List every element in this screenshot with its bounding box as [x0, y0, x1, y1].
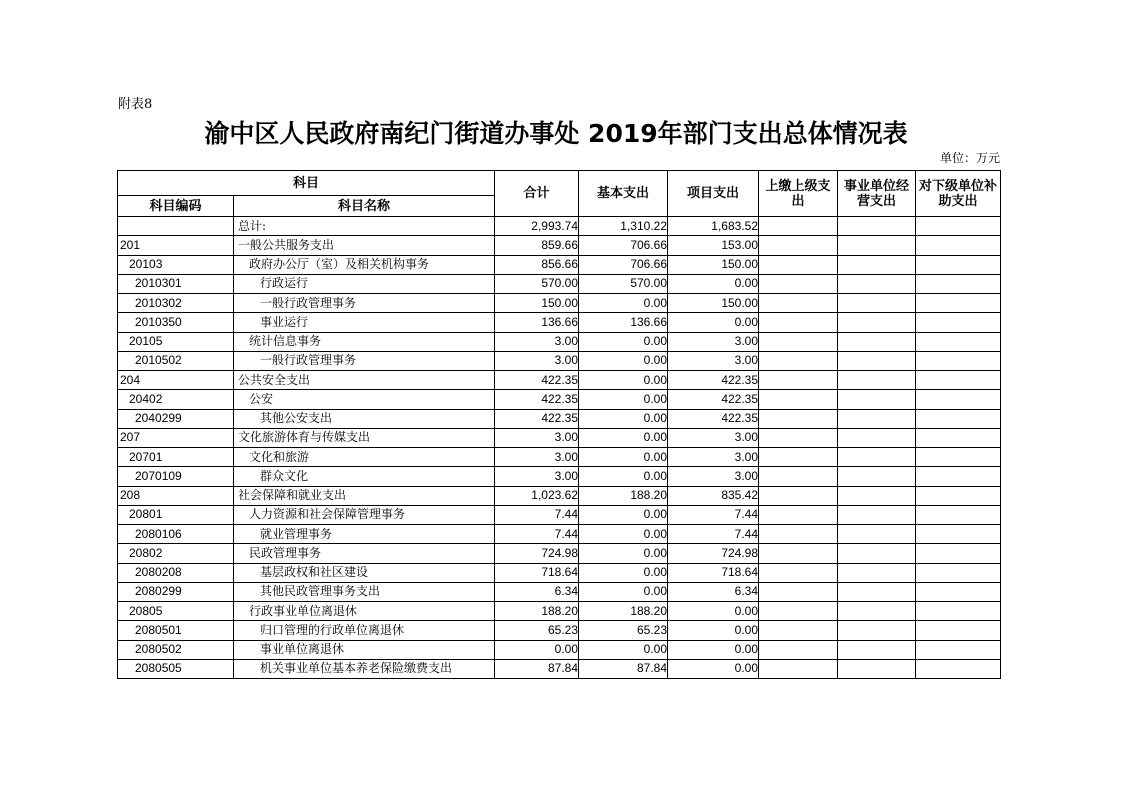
business-ops-cell [838, 486, 916, 505]
basic-expenditure-cell: 0.00 [579, 505, 668, 524]
remit-upper-cell [759, 351, 838, 370]
subject-name-cell: 社会保障和就业支出 [234, 486, 495, 505]
subject-code-cell: 208 [118, 486, 234, 505]
business-ops-cell [838, 582, 916, 601]
subject-code-cell: 2040299 [118, 409, 234, 428]
remit-upper-cell [759, 409, 838, 428]
project-expenditure-cell: 1,683.52 [668, 217, 759, 236]
subject-name-header: 科目名称 [234, 196, 495, 217]
subject-name-cell: 总计: [234, 217, 495, 236]
basic-expenditure-cell: 188.20 [579, 486, 668, 505]
project-expenditure-header: 项目支出 [668, 171, 759, 217]
remit-upper-cell [759, 332, 838, 351]
subject-code-cell: 20402 [118, 390, 234, 409]
table-row [118, 428, 1001, 447]
total-header: 合计 [495, 171, 579, 217]
basic-expenditure-cell: 0.00 [579, 563, 668, 582]
business-ops-cell [838, 505, 916, 524]
subsidy-lower-cell [916, 332, 1001, 351]
basic-expenditure-cell: 0.00 [579, 640, 668, 659]
table-row [118, 332, 1001, 351]
subject-code-cell: 2080106 [118, 525, 234, 544]
subject-code-cell: 20805 [118, 602, 234, 621]
subsidy-lower-cell [916, 313, 1001, 332]
subsidy-lower-cell [916, 505, 1001, 524]
business-ops-cell [838, 236, 916, 255]
business-ops-cell [838, 640, 916, 659]
basic-expenditure-cell: 0.00 [579, 582, 668, 601]
remit-upper-cell [759, 505, 838, 524]
table-row [118, 409, 1001, 428]
project-expenditure-cell: 7.44 [668, 525, 759, 544]
business-ops-cell [838, 409, 916, 428]
project-expenditure-cell: 7.44 [668, 505, 759, 524]
project-expenditure-cell: 153.00 [668, 236, 759, 255]
table-row [118, 217, 1001, 236]
total-cell: 859.66 [495, 236, 579, 255]
basic-expenditure-cell: 0.00 [579, 390, 668, 409]
project-expenditure-cell: 422.35 [668, 371, 759, 390]
page-title: 渝中区人民政府南纪门街道办事处 2019年部门支出总体情况表 [204, 119, 908, 148]
remit-upper-cell [759, 486, 838, 505]
business-ops-cell [838, 217, 916, 236]
subject-code-cell: 2010350 [118, 313, 234, 332]
table-row [118, 236, 1001, 255]
basic-expenditure-cell: 87.84 [579, 659, 668, 678]
basic-expenditure-cell: 0.00 [579, 294, 668, 313]
total-cell: 422.35 [495, 371, 579, 390]
header-row [118, 171, 1001, 196]
table-row [118, 544, 1001, 563]
subsidy-lower-cell [916, 428, 1001, 447]
subsidy-lower-cell [916, 371, 1001, 390]
subject-name-cell: 公共安全支出 [234, 371, 495, 390]
subsidy-lower-cell [916, 602, 1001, 621]
table-row [118, 313, 1001, 332]
basic-expenditure-cell: 0.00 [579, 409, 668, 428]
project-expenditure-cell: 3.00 [668, 351, 759, 370]
subsidy-lower-cell [916, 544, 1001, 563]
business-ops-cell [838, 525, 916, 544]
total-cell: 0.00 [495, 640, 579, 659]
subject-name-cell: 文化和旅游 [234, 448, 495, 467]
table-row [118, 563, 1001, 582]
remit-upper-cell [759, 602, 838, 621]
total-cell: 3.00 [495, 428, 579, 447]
total-cell: 65.23 [495, 621, 579, 640]
subject-code-header: 科目编码 [118, 196, 234, 217]
total-cell: 3.00 [495, 448, 579, 467]
business-ops-cell [838, 621, 916, 640]
project-expenditure-cell: 422.35 [668, 409, 759, 428]
attachment-label: 附表8 [118, 97, 153, 112]
project-expenditure-cell: 422.35 [668, 390, 759, 409]
project-expenditure-cell: 0.00 [668, 274, 759, 293]
remit-upper-cell [759, 525, 838, 544]
total-cell: 150.00 [495, 294, 579, 313]
subject-name-cell: 基层政权和社区建设 [234, 563, 495, 582]
total-cell: 1,023.62 [495, 486, 579, 505]
basic-expenditure-cell: 0.00 [579, 467, 668, 486]
project-expenditure-cell: 724.98 [668, 544, 759, 563]
basic-expenditure-cell: 0.00 [579, 525, 668, 544]
subject-code-cell [118, 217, 234, 236]
table-row [118, 602, 1001, 621]
business-ops-cell [838, 371, 916, 390]
basic-expenditure-cell: 0.00 [579, 351, 668, 370]
basic-expenditure-cell: 0.00 [579, 448, 668, 467]
subject-name-cell: 就业管理事务 [234, 525, 495, 544]
basic-expenditure-cell: 188.20 [579, 602, 668, 621]
table-header [118, 171, 1001, 217]
subject-name-cell: 一般行政管理事务 [234, 294, 495, 313]
basic-expenditure-cell: 136.66 [579, 313, 668, 332]
subsidy-lower-cell [916, 351, 1001, 370]
subsidy-lower-cell [916, 390, 1001, 409]
subject-name-cell: 机关事业单位基本养老保险缴费支出 [234, 659, 495, 678]
subject-code-cell: 2010502 [118, 351, 234, 370]
subject-name-cell: 文化旅游体育与传媒支出 [234, 428, 495, 447]
unit-label: 单位：万元 [939, 151, 1000, 165]
business-ops-cell [838, 602, 916, 621]
basic-expenditure-cell: 0.00 [579, 544, 668, 563]
table-row [118, 505, 1001, 524]
business-ops-cell [838, 274, 916, 293]
project-expenditure-cell: 3.00 [668, 428, 759, 447]
basic-expenditure-cell: 0.00 [579, 371, 668, 390]
remit-upper-cell [759, 467, 838, 486]
basic-expenditure-cell: 570.00 [579, 274, 668, 293]
subsidy-lower-cell [916, 467, 1001, 486]
project-expenditure-cell: 0.00 [668, 602, 759, 621]
total-cell: 718.64 [495, 563, 579, 582]
business-ops-cell [838, 544, 916, 563]
remit-upper-header: 上缴上级支出 [759, 171, 838, 217]
subject-name-cell: 行政事业单位离退休 [234, 602, 495, 621]
table-row [118, 371, 1001, 390]
subject-code-cell: 20802 [118, 544, 234, 563]
subsidy-lower-cell [916, 659, 1001, 678]
subject-name-cell: 归口管理的行政单位离退休 [234, 621, 495, 640]
business-ops-cell [838, 294, 916, 313]
subsidy-lower-cell [916, 255, 1001, 274]
subject-code-cell: 20105 [118, 332, 234, 351]
subject-code-cell: 2010302 [118, 294, 234, 313]
subsidy-lower-cell [916, 409, 1001, 428]
subsidy-lower-cell [916, 486, 1001, 505]
subsidy-lower-cell [916, 640, 1001, 659]
subsidy-lower-cell [916, 621, 1001, 640]
table-row [118, 294, 1001, 313]
table-row [118, 255, 1001, 274]
subject-name-cell: 人力资源和社会保障管理事务 [234, 505, 495, 524]
table-row [118, 525, 1001, 544]
subject-name-cell: 其他民政管理事务支出 [234, 582, 495, 601]
subject-name-cell: 事业单位离退休 [234, 640, 495, 659]
subsidy-lower-cell [916, 236, 1001, 255]
business-ops-cell [838, 255, 916, 274]
project-expenditure-cell: 150.00 [668, 294, 759, 313]
business-ops-cell [838, 313, 916, 332]
table-row [118, 659, 1001, 678]
remit-upper-cell [759, 274, 838, 293]
basic-expenditure-cell: 706.66 [579, 236, 668, 255]
subsidy-lower-cell [916, 294, 1001, 313]
subject-code-cell: 20103 [118, 255, 234, 274]
total-cell: 7.44 [495, 525, 579, 544]
subject-header: 科目 [118, 171, 495, 196]
subject-name-cell: 行政运行 [234, 274, 495, 293]
subject-code-cell: 2080505 [118, 659, 234, 678]
subsidy-lower-cell [916, 448, 1001, 467]
business-ops-cell [838, 428, 916, 447]
subject-code-cell: 20701 [118, 448, 234, 467]
total-cell: 422.35 [495, 390, 579, 409]
remit-upper-cell [759, 621, 838, 640]
basic-expenditure-cell: 0.00 [579, 428, 668, 447]
basic-expenditure-cell: 0.00 [579, 332, 668, 351]
subject-code-cell: 2010301 [118, 274, 234, 293]
basic-expenditure-cell: 1,310.22 [579, 217, 668, 236]
total-cell: 3.00 [495, 351, 579, 370]
remit-upper-cell [759, 255, 838, 274]
business-ops-header: 事业单位经营支出 [838, 171, 916, 217]
remit-upper-cell [759, 313, 838, 332]
subject-code-cell: 20801 [118, 505, 234, 524]
project-expenditure-cell: 3.00 [668, 448, 759, 467]
expenditure-table [117, 170, 1001, 679]
project-expenditure-cell: 718.64 [668, 563, 759, 582]
subject-code-cell: 2080502 [118, 640, 234, 659]
subject-name-cell: 一般公共服务支出 [234, 236, 495, 255]
table-row [118, 621, 1001, 640]
total-cell: 570.00 [495, 274, 579, 293]
total-cell: 3.00 [495, 332, 579, 351]
project-expenditure-cell: 0.00 [668, 313, 759, 332]
remit-upper-cell [759, 582, 838, 601]
total-cell: 724.98 [495, 544, 579, 563]
subject-code-cell: 207 [118, 428, 234, 447]
subsidy-lower-cell [916, 563, 1001, 582]
remit-upper-cell [759, 294, 838, 313]
business-ops-cell [838, 448, 916, 467]
remit-upper-cell [759, 217, 838, 236]
remit-upper-cell [759, 371, 838, 390]
table-row [118, 390, 1001, 409]
subject-name-cell: 公安 [234, 390, 495, 409]
total-cell: 422.35 [495, 409, 579, 428]
remit-upper-cell [759, 544, 838, 563]
total-cell: 856.66 [495, 255, 579, 274]
remit-upper-cell [759, 563, 838, 582]
project-expenditure-cell: 6.34 [668, 582, 759, 601]
remit-upper-cell [759, 428, 838, 447]
subject-name-cell: 民政管理事务 [234, 544, 495, 563]
subject-code-cell: 204 [118, 371, 234, 390]
subject-code-cell: 2080501 [118, 621, 234, 640]
total-cell: 136.66 [495, 313, 579, 332]
subject-name-cell: 事业运行 [234, 313, 495, 332]
subject-name-cell: 统计信息事务 [234, 332, 495, 351]
subject-code-cell: 2080299 [118, 582, 234, 601]
subject-code-cell: 2070109 [118, 467, 234, 486]
basic-expenditure-header: 基本支出 [579, 171, 668, 217]
subject-name-cell: 群众文化 [234, 467, 495, 486]
project-expenditure-cell: 0.00 [668, 659, 759, 678]
business-ops-cell [838, 332, 916, 351]
table-row [118, 582, 1001, 601]
subsidy-lower-cell [916, 525, 1001, 544]
table-row [118, 274, 1001, 293]
project-expenditure-cell: 150.00 [668, 255, 759, 274]
total-cell: 3.00 [495, 467, 579, 486]
remit-upper-cell [759, 390, 838, 409]
business-ops-cell [838, 467, 916, 486]
project-expenditure-cell: 3.00 [668, 332, 759, 351]
total-cell: 188.20 [495, 602, 579, 621]
remit-upper-cell [759, 640, 838, 659]
table-row [118, 640, 1001, 659]
subsidy-lower-cell [916, 582, 1001, 601]
subject-code-cell: 2080208 [118, 563, 234, 582]
project-expenditure-cell: 0.00 [668, 621, 759, 640]
subsidy-lower-cell [916, 217, 1001, 236]
business-ops-cell [838, 390, 916, 409]
table-row [118, 486, 1001, 505]
subsidy-lower-header: 对下级单位补助支出 [916, 171, 1001, 217]
remit-upper-cell [759, 448, 838, 467]
table-row [118, 351, 1001, 370]
subject-code-cell: 201 [118, 236, 234, 255]
business-ops-cell [838, 351, 916, 370]
subject-name-cell: 政府办公厅（室）及相关机构事务 [234, 255, 495, 274]
remit-upper-cell [759, 236, 838, 255]
total-cell: 6.34 [495, 582, 579, 601]
remit-upper-cell [759, 659, 838, 678]
project-expenditure-cell: 3.00 [668, 467, 759, 486]
subject-name-cell: 其他公安支出 [234, 409, 495, 428]
table-row [118, 448, 1001, 467]
total-cell: 7.44 [495, 505, 579, 524]
table-row [118, 467, 1001, 486]
business-ops-cell [838, 563, 916, 582]
project-expenditure-cell: 0.00 [668, 640, 759, 659]
subject-name-cell: 一般行政管理事务 [234, 351, 495, 370]
table-body [118, 217, 1001, 679]
subsidy-lower-cell [916, 274, 1001, 293]
basic-expenditure-cell: 706.66 [579, 255, 668, 274]
basic-expenditure-cell: 65.23 [579, 621, 668, 640]
total-cell: 2,993.74 [495, 217, 579, 236]
project-expenditure-cell: 835.42 [668, 486, 759, 505]
business-ops-cell [838, 659, 916, 678]
total-cell: 87.84 [495, 659, 579, 678]
